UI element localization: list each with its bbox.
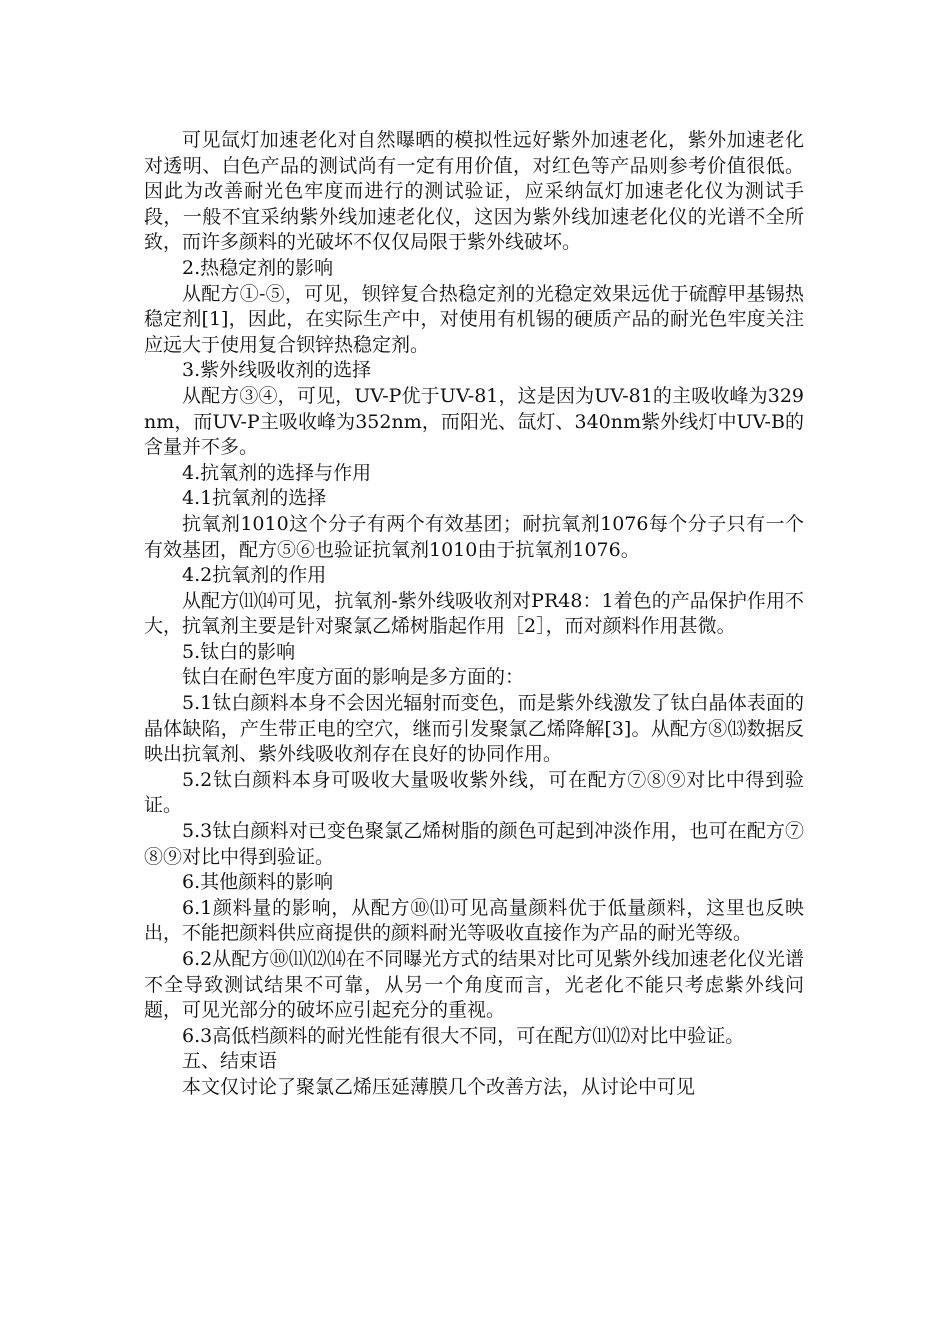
section-heading-titanium-white: 5.钛白的影响 — [182, 640, 296, 663]
section-heading-conclusion: 五、结束语 — [182, 1050, 278, 1073]
section-heading-heat-stabilizer: 2.热稳定剂的影响 — [182, 256, 334, 279]
section-heading-other-pigments: 6.其他颜料的影响 — [182, 871, 334, 894]
paragraph-pigments-6-1: 6.1颜料量的影响，从配方⑩⑾可见高量颜料优于低量颜料，这里也反映出，不能把颜料供应商提供的颜料耐光等吸收直接作为产品的耐光等级。 — [144, 896, 804, 945]
paragraph-conclusion: 本文仅讨论了聚氯乙烯压延薄膜几个改善方法，从讨论中可见 — [182, 1075, 696, 1098]
paragraph-pigments-6-2: 6.2从配方⑩⑾⑿⒁在不同曝光方式的结果对比可见紫外线加速老化仪光谱不全导致测试结果不可靠，从另一个角度而言，光老化不能只考虑紫外线问题，可见光部分的破坏应引起充分的重视。 — [144, 948, 804, 1022]
paragraph-intro: 可见氙灯加速老化对自然曝晒的模拟性远好紫外加速老化，紫外加速老化对透明、白色产品的测试尚有一定有用价值，对红色等产品则参考价值很低。因此为改善耐光色牢度而进行的测试验证，应采纳氙灯加速老化仪为测试手段，一般不宜采纳紫外线加速老化仪，这因为紫外线加速老化仪的光谱不全所致，而许多颜料的光破坏不仅仅局限于紫外线破坏。 — [144, 129, 804, 254]
paragraph-antioxidant-function: 从配方⑾⒁可见，抗氧剂-紫外线吸收剂对PR48：1着色的产品保护作用不大，抗氧剂主要是针对聚氯乙烯树脂起作用［2］，而对颜料作用甚微。 — [144, 589, 804, 638]
subsection-heading-antioxidant-selection: 4.1抗氧剂的选择 — [182, 487, 327, 510]
section-heading-uv-absorber: 3.紫外线吸收剂的选择 — [182, 359, 372, 382]
paragraph-heat-stabilizer: 从配方①-⑤，可见，钡锌复合热稳定剂的光稳定效果远优于硫醇甲基锡热稳定剂[1]，因此，在实际生产中，对使用有机锡的硬质产品的耐光色牢度关注应远大于使用复合钡锌热稳定剂。 — [144, 282, 804, 356]
paragraph-titanium-white-intro: 钛白在耐色牢度方面的影响是多方面的： — [182, 666, 525, 689]
paragraph-titanium-white-5-2: 5.2钛白颜料本身可吸收大量吸收紫外线，可在配方⑦⑧⑨对比中得到验证。 — [144, 768, 804, 817]
subsection-heading-antioxidant-function: 4.2抗氧剂的作用 — [182, 564, 327, 587]
paragraph-pigments-6-3: 6.3高低档颜料的耐光性能有很大不同，可在配方⑾⑿对比中验证。 — [182, 1024, 745, 1047]
paragraph-titanium-white-5-3: 5.3钛白颜料对已变色聚氯乙烯树脂的颜色可起到冲淡作用，也可在配方⑦⑧⑨对比中得到验证。 — [144, 820, 804, 868]
paragraph-titanium-white-5-1: 5.1钛白颜料本身不会因光辐射而变色，而是紫外线激发了钛白晶体表面的晶体缺陷，产生带正电的空穴，继而引发聚氯乙烯降解[3]。从配方⑧⒀数据反映出抗氧剂、紫外线吸收剂存在良好的协同作用。 — [144, 692, 804, 766]
section-heading-antioxidant: 4.抗氧剂的选择与作用 — [182, 461, 372, 484]
paragraph-antioxidant-selection: 抗氧剂1010这个分子有两个有效基团；耐抗氧剂1076每个分子只有一个有效基团，配方⑤⑥也验证抗氧剂1010由于抗氧剂1076。 — [144, 512, 804, 561]
document-body — [144, 128, 804, 1101]
paragraph-uv-absorber: 从配方③④，可见，UV-P优于UV-81，这是因为UV-81的主吸收峰为329nm，而UV-P主吸收峰为352nm，而阳光、氙灯、340nm紫外线灯中UV-B的含量并不多。 — [144, 384, 804, 459]
